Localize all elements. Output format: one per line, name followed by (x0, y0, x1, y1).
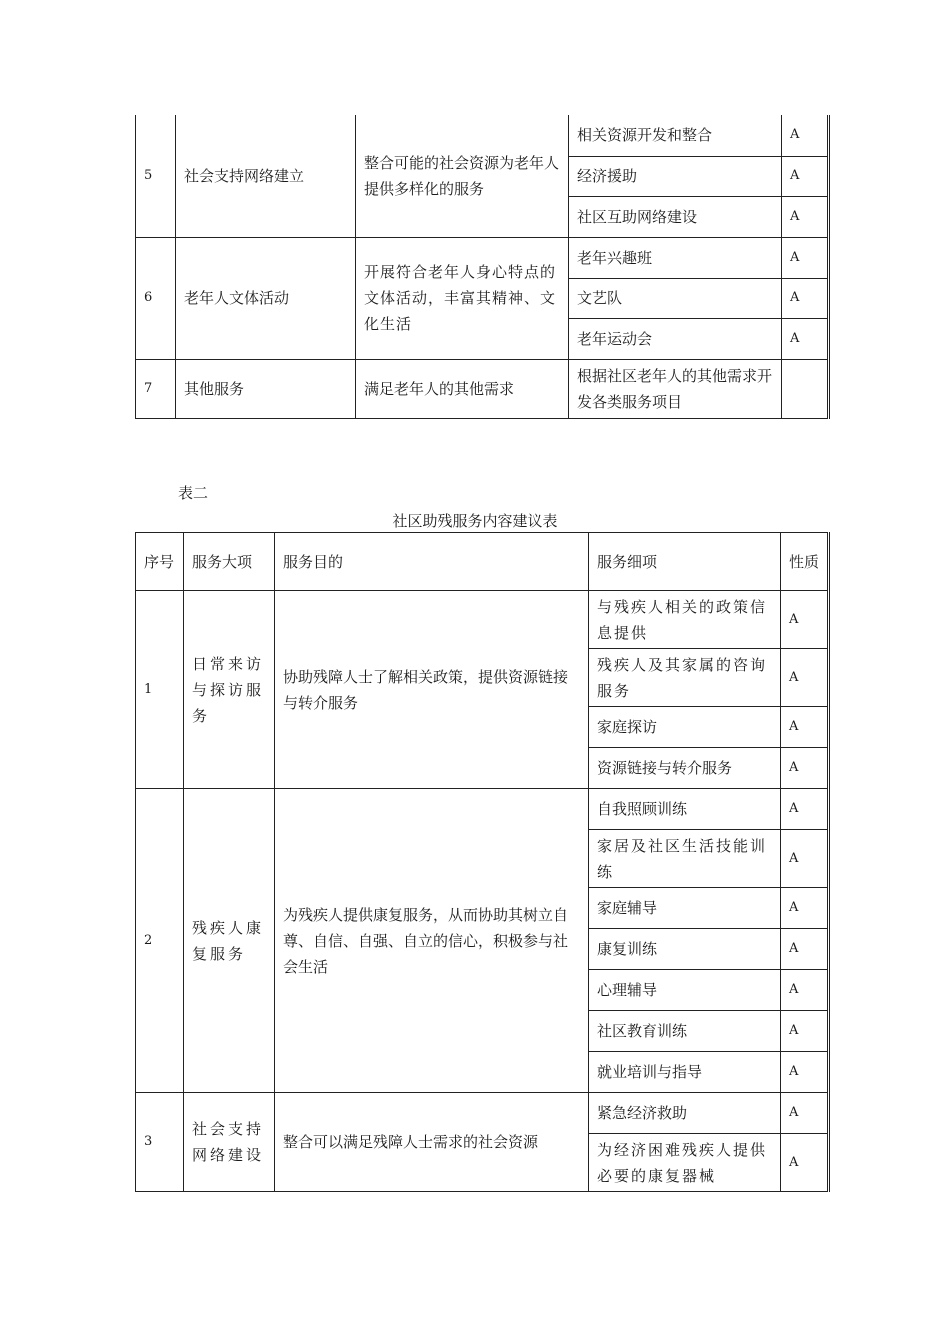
service-nature: A (781, 789, 829, 830)
service-purpose: 为残疾人提供康复服务，从而协助其树立自尊、自信、自强、自立的信心，积极参与社会生活 (275, 789, 589, 1093)
service-detail: 老年兴趣班 (569, 237, 782, 278)
table-row (136, 789, 829, 830)
service-detail: 根据社区老年人的其他需求开发各类服务项目 (569, 359, 782, 418)
header-category: 服务大项 (184, 533, 275, 591)
service-nature (782, 359, 829, 418)
service-category: 社会支持网络建设 (184, 1093, 275, 1192)
service-nature: A (781, 1052, 829, 1093)
service-category: 其他服务 (176, 359, 356, 418)
service-nature: A (781, 970, 829, 1011)
service-purpose: 满足老年人的其他需求 (356, 359, 569, 418)
service-nature: A (781, 830, 829, 888)
table-row (136, 591, 829, 649)
service-detail: 与残疾人相关的政策信息提供 (589, 591, 781, 649)
service-detail: 为经济困难残疾人提供必要的康复器械 (589, 1134, 781, 1192)
service-nature: A (782, 196, 829, 237)
table-row (136, 237, 829, 278)
table-row (136, 1093, 829, 1134)
service-nature: A (781, 888, 829, 929)
service-nature: A (781, 1011, 829, 1052)
service-nature: A (782, 237, 829, 278)
table-title: 社区助残服务内容建议表 (392, 512, 558, 530)
service-nature: A (781, 1093, 829, 1134)
service-detail: 家庭探访 (589, 707, 781, 748)
row-number: 2 (136, 789, 184, 1093)
table-label: 表二 (178, 484, 209, 502)
service-category: 老年人文体活动 (176, 237, 356, 359)
service-detail: 心理辅导 (589, 970, 781, 1011)
service-category: 日常来访与探访服务 (184, 591, 275, 789)
service-detail: 家居及社区生活技能训练 (589, 830, 781, 888)
service-detail: 社区教育训练 (589, 1011, 781, 1052)
service-purpose: 整合可以满足残障人士需求的社会资源 (275, 1093, 589, 1192)
service-detail: 家庭辅导 (589, 888, 781, 929)
service-detail: 文艺队 (569, 278, 782, 318)
header-purpose: 服务目的 (275, 533, 589, 591)
service-detail: 就业培训与指导 (589, 1052, 781, 1093)
row-number: 3 (136, 1093, 184, 1192)
service-detail: 紧急经济救助 (589, 1093, 781, 1134)
service-nature: A (781, 748, 829, 789)
table-row (136, 115, 829, 156)
service-purpose: 开展符合老年人身心特点的文体活动，丰富其精神、文化生活 (356, 237, 569, 359)
row-number: 5 (136, 115, 176, 237)
service-nature: A (782, 278, 829, 318)
service-detail: 资源链接与转介服务 (589, 748, 781, 789)
service-category: 残疾人康复服务 (184, 789, 275, 1093)
service-nature: A (781, 1134, 829, 1192)
header-no: 序号 (136, 533, 184, 591)
service-detail: 老年运动会 (569, 318, 782, 359)
header-nature: 性质 (781, 533, 829, 591)
service-nature: A (782, 318, 829, 359)
row-number: 1 (136, 591, 184, 789)
service-nature: A (781, 649, 829, 707)
row-number: 6 (136, 237, 176, 359)
service-category: 社会支持网络建立 (176, 115, 356, 237)
table-elderly-services (135, 115, 830, 419)
service-nature: A (781, 591, 829, 649)
service-purpose: 整合可能的社会资源为老年人提供多样化的服务 (356, 115, 569, 237)
service-detail: 残疾人及其家属的咨询服务 (589, 649, 781, 707)
service-detail: 社区互助网络建设 (569, 196, 782, 237)
table-header-row (136, 533, 829, 591)
service-nature: A (782, 156, 829, 196)
service-detail: 自我照顾训练 (589, 789, 781, 830)
service-nature: A (781, 707, 829, 748)
service-nature: A (782, 115, 829, 156)
row-number: 7 (136, 359, 176, 418)
header-detail: 服务细项 (589, 533, 781, 591)
service-nature: A (781, 929, 829, 970)
service-purpose: 协助残障人士了解相关政策，提供资源链接与转介服务 (275, 591, 589, 789)
table-disability-services (135, 532, 830, 1192)
table-row (136, 359, 829, 418)
service-detail: 相关资源开发和整合 (569, 115, 782, 156)
service-detail: 康复训练 (589, 929, 781, 970)
service-detail: 经济援助 (569, 156, 782, 196)
